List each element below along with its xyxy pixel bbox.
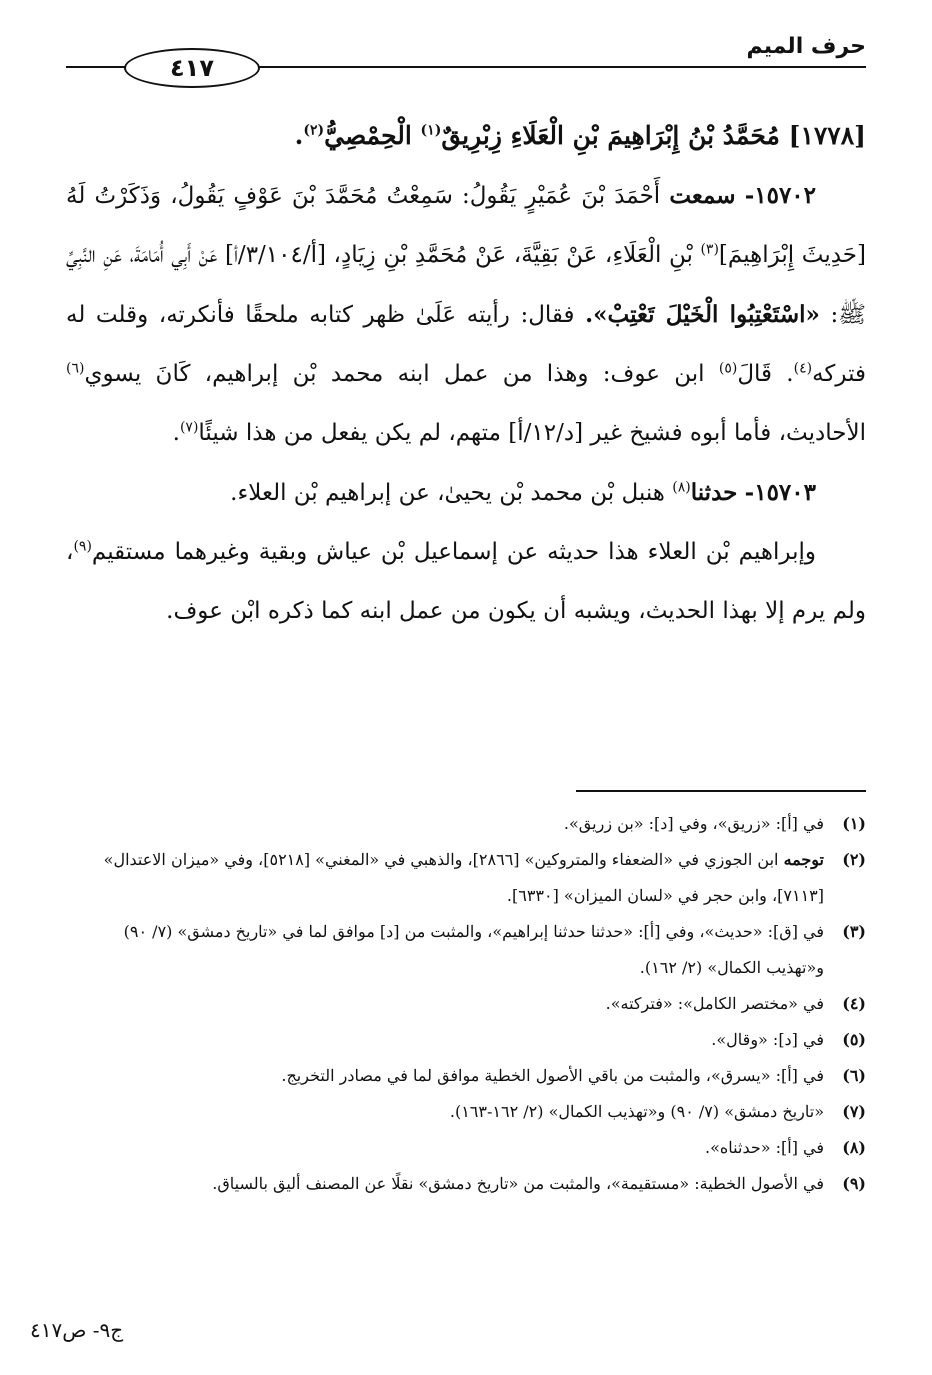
footnote-number: (٩) (842, 1174, 866, 1193)
footnote-lead: توجمه (783, 850, 824, 869)
commentary-paragraph (66, 523, 866, 641)
commentary-text: ، ولم يرم إلا بهذا الحديث، ويشبه أن يكون من عمل ابنه كما ذكره ابْن عوف. (66, 539, 866, 624)
narration-lead: سمعت (669, 182, 736, 209)
footnote-number: (٣) (842, 922, 866, 941)
footnote-text: في [ق]: «حديث»، وفي [أ]: «حدثنا حدثنا إبراهيم»، والمثبت من [د] موافق لما في «تاريخ دمشق» (٧/ ٩٠) و«تهذيب الكمال» (٢/ ١٦٢). (123, 922, 824, 977)
volume-page-reference: ج٩- ص٤١٧ (30, 1318, 124, 1342)
footnote-6 (66, 1058, 866, 1094)
footnote-1 (66, 806, 866, 842)
footnote-ref-6: (٦) (66, 360, 85, 377)
hadith-text: «اسْتَعْتِبُوا الْخَيْلَ تَعْتِبْ». (585, 301, 820, 328)
footnote-number: (١) (842, 814, 866, 833)
entry-nisba: الْحِمْصِيُّ (324, 121, 412, 150)
entry-name: مُحَمَّدُ بْنُ إِبْرَاهِيمَ بْنِ الْعَلَاءِ زِبْرِيقٌ (441, 121, 780, 150)
footnote-ref-1: (١) (420, 122, 442, 139)
footnote-text: في [أ]: «يسرق»، والمثبت من باقي الأصول الخطية موافق لما في مصادر التخريج. (281, 1066, 824, 1085)
footnotes (66, 806, 866, 1202)
commentary-text: وإبراهيم بْن العلاء هذا حديثه عن إسماعيل بْن عياش وبقية وغيرهما مستقيم (91, 539, 816, 565)
entry-end: . (294, 121, 304, 150)
footnote-ref-5: (٥) (718, 360, 738, 377)
narration-text: هنبل بْن محمد بْن يحيىٰ، عن إبراهيم بْن العلاء. (230, 480, 665, 506)
footnote-number: (٦) (842, 1066, 866, 1085)
footnote-5 (66, 1022, 866, 1058)
footnote-4 (66, 986, 866, 1022)
main-text (66, 110, 866, 641)
footnote-ref-2: (٢) (303, 122, 325, 139)
page-header (66, 28, 866, 84)
narration-15703 (66, 463, 866, 523)
entry-number: [١٧٧٨] (788, 121, 866, 150)
footnote-3 (66, 914, 866, 986)
narration-text: ابن عوف: وهذا من عمل ابنه محمد بْن إبراهيم، كَانَ يسوي (84, 361, 705, 387)
footnote-separator (576, 790, 866, 792)
narration-text: . (172, 420, 180, 446)
narration-text: بْنِ الْعَلَاءِ، عَنْ بَقِيَّةَ، عَنْ مُحَمَّدِ بْنِ زِيَادٍ، [أ/٣/١٠٤/أ] عَنْ أَبِي أُمَامَةَ، عَنِ النَّبِيِّ ﷺ: (66, 242, 867, 328)
footnote-text: في الأصول الخطية: «مستقيمة»، والمثبت من «تاريخ دمشق» نقلًا عن المصنف أليق بالسياق. (212, 1174, 824, 1193)
footnote-ref-7: (٧) (179, 419, 199, 436)
footnote-number: (٧) (842, 1102, 866, 1121)
narration-text: الأحاديث، فأما أبوه فشيخ غير [د/١٢/أ] متهم، لم يكن يفعل من هذا شيئًا (198, 420, 866, 446)
footnote-text: «تاريخ دمشق» (٧/ ٩٠) و«تهذيب الكمال» (٢/ ١٦٢-١٦٣). (449, 1102, 824, 1121)
footnote-ref-9: (٩) (73, 538, 92, 555)
narration-text: فقال: رأيته عَلَىٰ ظهر كتابه ملحقًا فأنكرته، وقلت له فتركه (66, 302, 866, 387)
footnote-2 (66, 842, 866, 914)
narration-number: ١٥٧٠٣- (744, 479, 816, 506)
page-number-oval: ٤١٧ (124, 48, 260, 88)
footnote-8 (66, 1130, 866, 1166)
footnote-ref-8: (٨) (672, 479, 691, 496)
footnote-text: في «مختصر الكامل»: «فتركته». (605, 994, 824, 1013)
narration-text: . قَالَ (737, 361, 794, 387)
narration-15702 (66, 166, 866, 463)
footnote-7 (66, 1094, 866, 1130)
footnote-text: في [د]: «وقال». (711, 1030, 824, 1049)
entry-heading (66, 110, 866, 162)
footnote-number: (٥) (842, 1030, 866, 1049)
footnote-text: في [أ]: «زريق»، وفي [د]: «بن زريق». (563, 814, 824, 833)
narration-number: ١٥٧٠٢- (744, 182, 817, 209)
footnote-number: (٨) (842, 1138, 866, 1157)
narration-lead: حدثنا (690, 479, 738, 506)
chapter-title: حرف الميم (738, 34, 866, 59)
footnote-9 (66, 1166, 866, 1202)
footnote-text: في [أ]: «حدثناه». (705, 1138, 824, 1157)
narration-text: أَحْمَدَ بْنَ عُمَيْرٍ يَقُولُ: سَمِعْتُ مُحَمَّدَ بْنَ عَوْفٍ يَقُولُ، وَذَكَرْتُ لَهُ [حَدِيثَ إِبْرَاهِيمَ] (66, 183, 866, 268)
footnote-number: (٢) (842, 850, 866, 869)
footnote-number: (٤) (842, 994, 866, 1013)
footnote-ref-3: (٣) (700, 241, 719, 258)
footnote-ref-4: (٤) (793, 360, 813, 377)
footnote-text: ابن الجوزي في «الضعفاء والمتروكين» [٢٨٦٦]، والذهبي في «المغني» [٥٢١٨]، وفي «ميزان الاعتدال» [٧١١٣]، وابن حجر في «لسان الميزان» [٦٣٣٠]. (103, 850, 824, 905)
